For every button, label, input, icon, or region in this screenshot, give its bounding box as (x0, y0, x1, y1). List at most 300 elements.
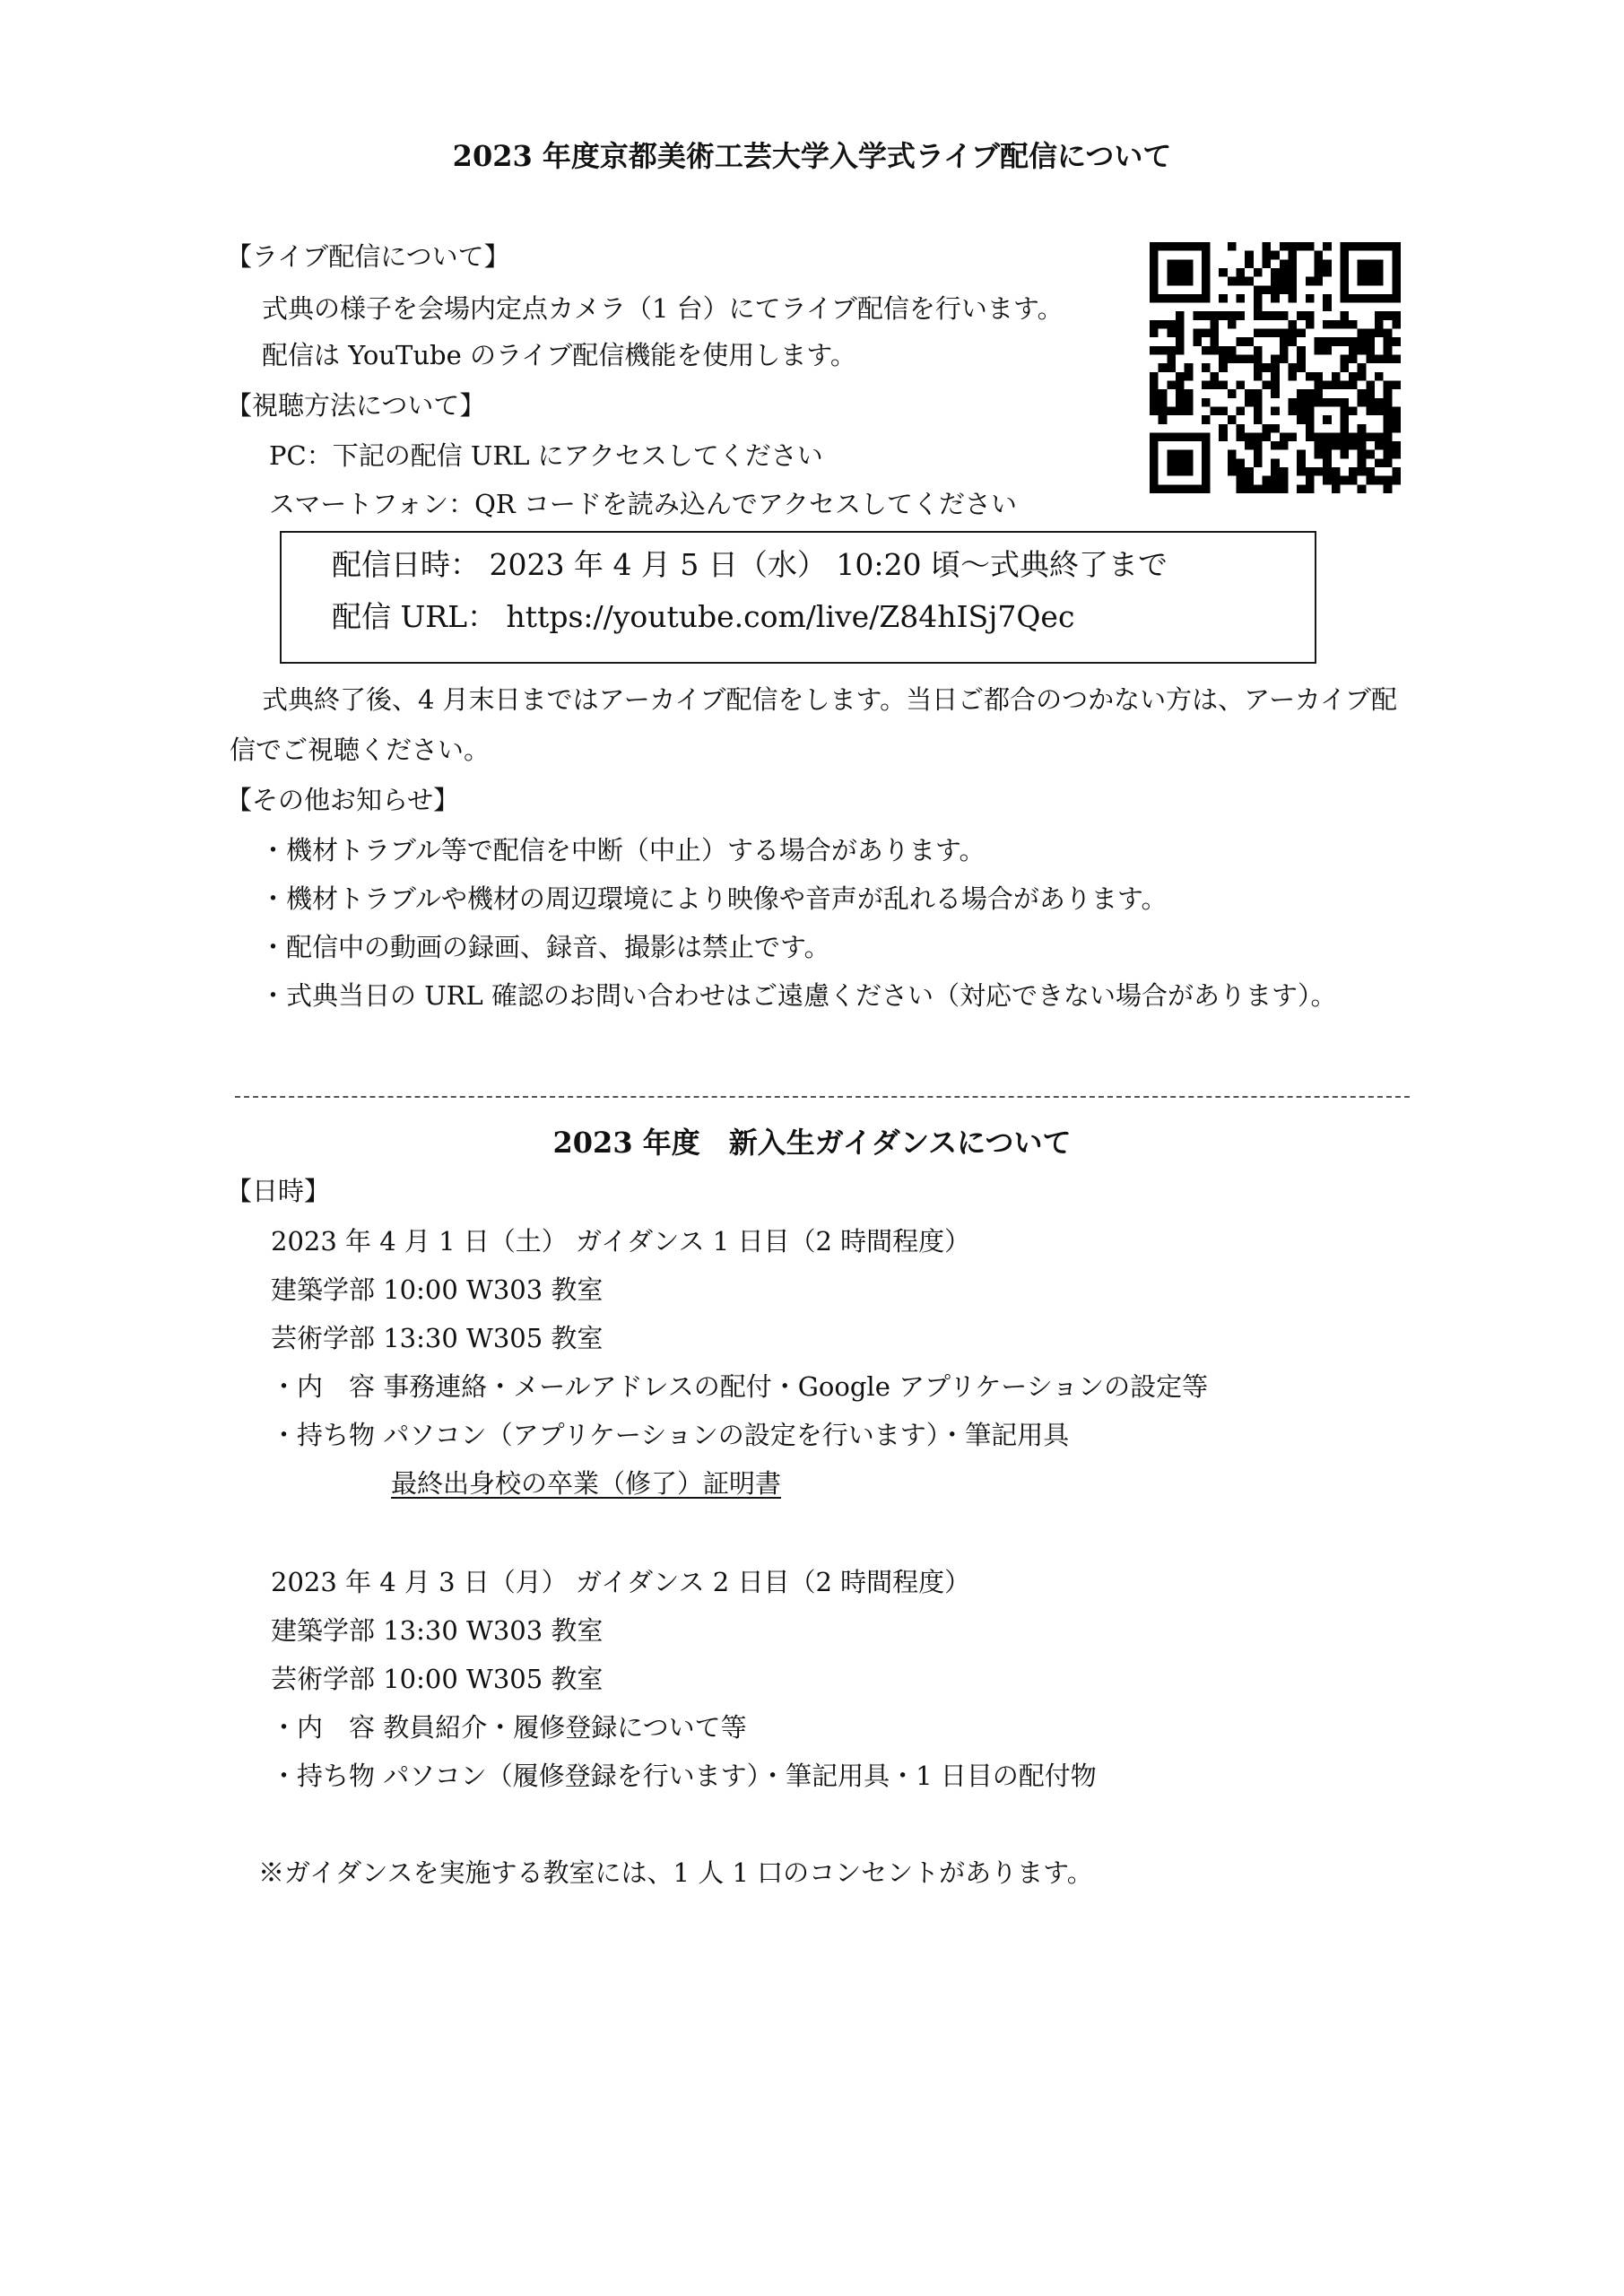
qr-module (1332, 476, 1341, 485)
qr-module (1323, 259, 1332, 268)
qr-module (1254, 484, 1263, 493)
qr-module (1237, 484, 1246, 493)
qr-module (1323, 303, 1332, 312)
qr-module (1323, 467, 1332, 476)
qr-module (1384, 311, 1393, 320)
qr-module (1245, 398, 1254, 407)
qr-module (1202, 311, 1211, 320)
qr-module (1314, 432, 1323, 441)
qr-module (1349, 320, 1358, 329)
qr-module (1245, 467, 1254, 476)
qr-module (1150, 346, 1159, 355)
qr-module (1271, 424, 1280, 433)
qr-module (1332, 398, 1341, 407)
qr-module (1323, 294, 1332, 303)
qr-module (1219, 363, 1228, 372)
qr-module (1288, 372, 1297, 381)
day1-architecture: 建築学部 10:00 W303 教室 (271, 1274, 604, 1305)
qr-module (1375, 277, 1384, 286)
qr-module (1392, 320, 1401, 329)
qr-module (1314, 268, 1323, 277)
qr-module (1245, 337, 1254, 346)
qr-module (1323, 458, 1332, 467)
qr-module (1340, 285, 1349, 294)
qr-module (1167, 380, 1176, 389)
qr-module (1245, 251, 1254, 260)
qr-module (1297, 311, 1306, 320)
qr-module (1375, 294, 1384, 303)
qr-module (1366, 432, 1375, 441)
qr-module (1228, 415, 1237, 424)
qr-module (1297, 389, 1306, 398)
qr-module (1159, 363, 1168, 372)
qr-module (1263, 380, 1272, 389)
qr-module (1375, 441, 1384, 450)
qr-module (1280, 355, 1289, 364)
qr-module (1254, 329, 1263, 338)
qr-module (1202, 346, 1211, 355)
qr-module (1202, 476, 1211, 485)
qr-code-icon[interactable] (1150, 242, 1401, 493)
day2-architecture: 建築学部 13:30 W303 教室 (271, 1615, 604, 1646)
qr-module (1202, 398, 1211, 407)
qr-module (1384, 406, 1393, 415)
live-section-heading: 【ライブ配信について】 (226, 241, 510, 272)
qr-module (1228, 320, 1237, 329)
qr-module (1306, 467, 1315, 476)
qr-module (1150, 285, 1159, 294)
qr-module (1358, 424, 1367, 433)
qr-module (1366, 450, 1375, 459)
qr-module (1392, 380, 1401, 389)
view-smartphone-line: スマートフォン：QR コードを読み込んでアクセスしてください (269, 489, 1018, 519)
day2-arts: 芸術学部 10:00 W305 教室 (271, 1664, 604, 1694)
qr-module (1297, 415, 1306, 424)
qr-module (1167, 484, 1176, 493)
qr-module (1323, 398, 1332, 407)
qr-module (1219, 432, 1228, 441)
qr-module (1237, 406, 1246, 415)
qr-module (1392, 467, 1401, 476)
qr-module (1349, 380, 1358, 389)
qr-module (1297, 363, 1306, 372)
qr-module (1202, 329, 1211, 338)
qr-module (1202, 458, 1211, 467)
qr-module (1384, 432, 1393, 441)
qr-module (1254, 458, 1263, 467)
qr-module (1288, 320, 1297, 329)
qr-module (1237, 467, 1246, 476)
qr-module (1150, 277, 1159, 286)
qr-module (1314, 277, 1323, 286)
qr-module (1193, 337, 1202, 346)
qr-module (1340, 406, 1349, 415)
qr-module (1366, 389, 1375, 398)
qr-module (1176, 432, 1185, 441)
qr-module (1314, 389, 1323, 398)
qr-module (1228, 450, 1237, 459)
qr-module (1314, 467, 1323, 476)
archive-line-2: 信でご視聴ください。 (230, 735, 491, 765)
day1-items-extra: 最終出身校の卒業（修了）証明書 (391, 1468, 782, 1499)
qr-module (1193, 294, 1202, 303)
qr-module (1167, 329, 1176, 338)
qr-module (1254, 355, 1263, 364)
qr-module (1306, 432, 1315, 441)
qr-module (1150, 467, 1159, 476)
qr-module (1237, 277, 1246, 286)
qr-module (1306, 406, 1315, 415)
qr-module (1288, 432, 1297, 441)
qr-module (1288, 294, 1297, 303)
qr-module (1211, 380, 1220, 389)
qr-module (1306, 484, 1315, 493)
qr-module (1176, 450, 1185, 459)
qr-module (1366, 268, 1375, 277)
qr-module (1219, 380, 1228, 389)
guidance-note: ※ガイダンスを実施する教室には、1 人 1 口のコンセントがあります。 (258, 1857, 1093, 1888)
qr-module (1340, 363, 1349, 372)
qr-module (1297, 458, 1306, 467)
qr-module (1202, 285, 1211, 294)
qr-module (1366, 337, 1375, 346)
qr-module (1254, 311, 1263, 320)
qr-module (1332, 337, 1341, 346)
other-item: ・機材トラブル等で配信を中断（中止）する場合があります。 (260, 835, 986, 865)
qr-module (1159, 389, 1168, 398)
qr-module (1211, 406, 1220, 415)
qr-module (1340, 476, 1349, 485)
other-section-heading: 【その他お知らせ】 (226, 785, 460, 815)
other-item: ・式典当日の URL 確認のお問い合わせはご遠慮ください（対応できない場合があります）。 (260, 980, 1337, 1011)
qr-module (1263, 285, 1272, 294)
qr-module (1245, 355, 1254, 364)
qr-module (1375, 476, 1384, 485)
qr-module (1202, 259, 1211, 268)
qr-module (1211, 346, 1220, 355)
guidance-title: 2023 年度 新入生ガイダンスについて (552, 1126, 1072, 1160)
qr-module (1185, 432, 1194, 441)
qr-module (1185, 484, 1194, 493)
qr-module (1150, 242, 1159, 251)
qr-module (1358, 337, 1367, 346)
qr-module (1392, 424, 1401, 433)
qr-module (1375, 311, 1384, 320)
qr-module (1306, 242, 1315, 251)
qr-module (1314, 398, 1323, 407)
qr-module (1263, 476, 1272, 485)
qr-module (1392, 415, 1401, 424)
qr-module (1340, 441, 1349, 450)
qr-module (1323, 242, 1332, 251)
qr-module (1150, 329, 1159, 338)
qr-module (1202, 484, 1211, 493)
qr-module (1306, 294, 1315, 303)
qr-module (1176, 389, 1185, 398)
qr-module (1167, 467, 1176, 476)
livestream-title: 2023 年度京都美術工芸大学入学式ライブ配信について (452, 139, 1172, 173)
qr-module (1254, 268, 1263, 277)
qr-module (1306, 320, 1315, 329)
qr-module (1150, 484, 1159, 493)
qr-module (1358, 329, 1367, 338)
qr-module (1271, 355, 1280, 364)
qr-module (1150, 320, 1159, 329)
qr-module (1150, 380, 1159, 389)
qr-module (1245, 277, 1254, 286)
qr-module (1202, 432, 1211, 441)
qr-module (1314, 346, 1323, 355)
day2-header: 2023 年 4 月 3 日（月） ガイダンス 2 日目（2 時間程度） (271, 1567, 971, 1597)
live-line-2: 配信は YouTube のライブ配信機能を使用します。 (262, 340, 856, 370)
qr-module (1167, 242, 1176, 251)
qr-module (1245, 476, 1254, 485)
qr-module (1167, 406, 1176, 415)
qr-module (1288, 398, 1297, 407)
qr-module (1202, 363, 1211, 372)
day2-items: ・持ち物 パソコン（履修登録を行います）・筆記用具・1 日目の配付物 (271, 1761, 1097, 1791)
qr-module (1159, 415, 1168, 424)
qr-module (1384, 389, 1393, 398)
qr-module (1237, 380, 1246, 389)
qr-module (1245, 389, 1254, 398)
qr-module (1280, 311, 1289, 320)
qr-module (1185, 242, 1194, 251)
qr-module (1202, 294, 1211, 303)
qr-module (1167, 277, 1176, 286)
qr-module (1358, 432, 1367, 441)
qr-module (1358, 294, 1367, 303)
archive-line-1: 式典終了後、4 月末日まではアーカイブ配信をします。当日ご都合のつかない方は、アーカイブ配 (262, 684, 1397, 715)
qr-module (1384, 294, 1393, 303)
qr-module (1271, 363, 1280, 372)
qr-module (1219, 346, 1228, 355)
qr-module (1332, 484, 1341, 493)
qr-module (1237, 458, 1246, 467)
qr-module (1392, 277, 1401, 286)
qr-module (1228, 389, 1237, 398)
qr-module (1245, 259, 1254, 268)
qr-module (1167, 346, 1176, 355)
qr-module (1159, 242, 1168, 251)
qr-module (1332, 320, 1341, 329)
qr-module (1323, 476, 1332, 485)
qr-module (1340, 355, 1349, 364)
qr-module (1306, 424, 1315, 433)
qr-module (1375, 320, 1384, 329)
qr-module (1366, 406, 1375, 415)
day2-content: ・内 容 教員紹介・履修登録について等 (271, 1712, 747, 1743)
qr-module (1358, 398, 1367, 407)
qr-module (1366, 476, 1375, 485)
qr-module (1375, 355, 1384, 364)
qr-module (1176, 346, 1185, 355)
qr-module (1202, 441, 1211, 450)
qr-module (1167, 355, 1176, 364)
qr-module (1349, 337, 1358, 346)
qr-module (1280, 268, 1289, 277)
qr-module (1271, 441, 1280, 450)
qr-module (1219, 406, 1228, 415)
qr-module (1375, 432, 1384, 441)
qr-module (1176, 294, 1185, 303)
qr-module (1202, 450, 1211, 459)
qr-module (1323, 346, 1332, 355)
qr-module (1340, 259, 1349, 268)
qr-module (1384, 484, 1393, 493)
qr-module (1254, 363, 1263, 372)
qr-module (1297, 346, 1306, 355)
qr-module (1202, 251, 1211, 260)
qr-module (1384, 337, 1393, 346)
qr-module (1349, 346, 1358, 355)
qr-module (1349, 432, 1358, 441)
qr-module (1366, 380, 1375, 389)
qr-module (1392, 450, 1401, 459)
qr-module (1150, 432, 1159, 441)
qr-module (1384, 242, 1393, 251)
qr-module (1254, 372, 1263, 381)
qr-module (1150, 458, 1159, 467)
qr-module (1340, 398, 1349, 407)
qr-module (1202, 380, 1211, 389)
qr-module (1271, 476, 1280, 485)
qr-module (1392, 294, 1401, 303)
qr-module (1384, 398, 1393, 407)
qr-module (1176, 398, 1185, 407)
qr-module (1366, 277, 1375, 286)
qr-module (1306, 398, 1315, 407)
qr-module (1366, 346, 1375, 355)
qr-module (1263, 484, 1272, 493)
qr-module (1375, 329, 1384, 338)
qr-module (1271, 484, 1280, 493)
qr-module (1193, 432, 1202, 441)
qr-module (1349, 406, 1358, 415)
qr-module (1340, 320, 1349, 329)
qr-module (1288, 406, 1297, 415)
qr-module (1332, 467, 1341, 476)
qr-module (1314, 441, 1323, 450)
qr-module (1159, 398, 1168, 407)
qr-module (1366, 259, 1375, 268)
qr-module (1288, 268, 1297, 277)
qr-module (1392, 337, 1401, 346)
qr-module (1167, 432, 1176, 441)
qr-module (1211, 311, 1220, 320)
qr-module (1271, 380, 1280, 389)
qr-module (1358, 484, 1367, 493)
qr-module (1228, 242, 1237, 251)
stream-url[interactable]: 配信 URL： https://youtube.com/live/Z84hISj7Qec (332, 599, 1075, 634)
qr-module (1150, 398, 1159, 407)
qr-module (1150, 294, 1159, 303)
day1-content: ・内 容 事務連絡・メールアドレスの配付・Google アプリケーションの設定等 (271, 1371, 1209, 1402)
qr-module (1375, 259, 1384, 268)
qr-module (1176, 242, 1185, 251)
qr-module (1280, 441, 1289, 450)
qr-module (1314, 259, 1323, 268)
qr-module (1263, 424, 1272, 433)
qr-module (1340, 268, 1349, 277)
qr-module (1306, 415, 1315, 424)
qr-module (1271, 294, 1280, 303)
qr-module (1358, 441, 1367, 450)
qr-module (1323, 441, 1332, 450)
qr-module (1176, 329, 1185, 338)
guidance-datetime-heading: 【日時】 (226, 1176, 331, 1206)
qr-module (1237, 268, 1246, 277)
qr-module (1176, 268, 1185, 277)
qr-module (1150, 476, 1159, 485)
qr-module (1159, 432, 1168, 441)
qr-module (1185, 406, 1194, 415)
qr-module (1150, 450, 1159, 459)
qr-module (1228, 458, 1237, 467)
qr-module (1366, 467, 1375, 476)
qr-module (1358, 458, 1367, 467)
qr-module (1288, 251, 1297, 260)
qr-module (1323, 415, 1332, 424)
stream-datetime: 配信日時： 2023 年 4 月 5 日（水） 10:20 頃～式典終了まで (332, 547, 1168, 582)
qr-module (1159, 346, 1168, 355)
qr-module (1340, 251, 1349, 260)
qr-module (1167, 450, 1176, 459)
qr-module (1314, 251, 1323, 260)
qr-module (1176, 372, 1185, 381)
qr-module (1263, 363, 1272, 372)
qr-module (1271, 458, 1280, 467)
qr-module (1271, 329, 1280, 338)
day1-items: ・持ち物 パソコン（アプリケーションの設定を行います）・筆記用具 (271, 1420, 1070, 1450)
qr-module (1306, 277, 1315, 286)
qr-module (1254, 294, 1263, 303)
qr-module (1349, 355, 1358, 364)
qr-module (1263, 329, 1272, 338)
qr-module (1358, 268, 1367, 277)
qr-module (1271, 372, 1280, 381)
qr-module (1366, 355, 1375, 364)
qr-module (1219, 424, 1228, 433)
qr-module (1176, 458, 1185, 467)
qr-module (1332, 380, 1341, 389)
qr-module (1366, 242, 1375, 251)
qr-module (1358, 363, 1367, 372)
qr-module (1254, 398, 1263, 407)
qr-module (1202, 467, 1211, 476)
qr-module (1185, 398, 1194, 407)
qr-module (1237, 424, 1246, 433)
qr-module (1297, 242, 1306, 251)
qr-module (1306, 372, 1315, 381)
qr-module (1349, 476, 1358, 485)
qr-module (1358, 259, 1367, 268)
qr-module (1176, 467, 1185, 476)
qr-module (1392, 242, 1401, 251)
qr-module (1193, 242, 1202, 251)
qr-module (1271, 268, 1280, 277)
qr-module (1297, 329, 1306, 338)
qr-module (1176, 406, 1185, 415)
view-section-heading: 【視聴方法について】 (226, 390, 486, 421)
qr-module (1340, 380, 1349, 389)
qr-module (1358, 467, 1367, 476)
qr-module (1375, 372, 1384, 381)
qr-module (1237, 476, 1246, 485)
qr-module (1280, 432, 1289, 441)
section-divider (235, 1096, 1410, 1098)
qr-module (1280, 346, 1289, 355)
